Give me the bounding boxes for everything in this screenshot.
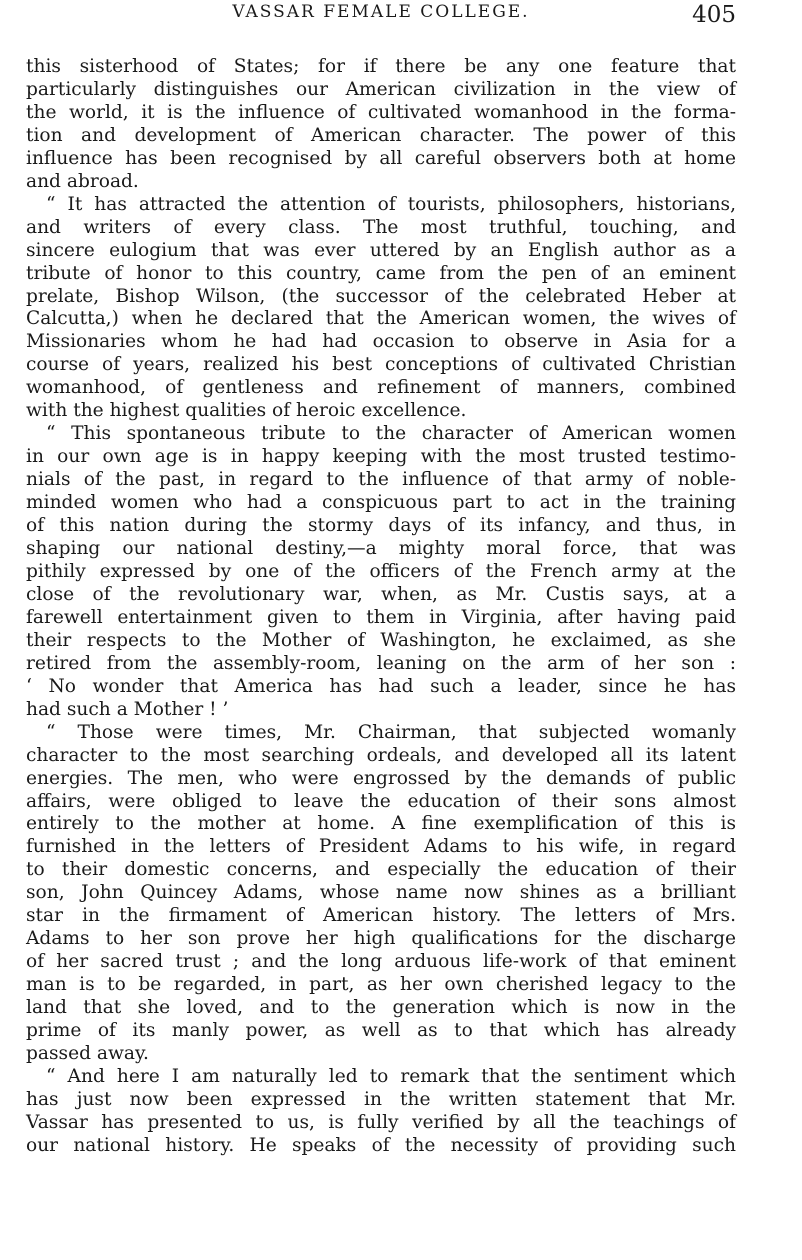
paragraph — [26, 1066, 736, 1158]
text-line: close of the revolutionary war, when, as Mr. Custis says, at a — [26, 583, 736, 605]
text-line: sincere eulogium that was ever uttered by an English author as a — [26, 239, 736, 261]
paragraph — [26, 423, 736, 721]
text-line: prelate, Bishop Wilson, (the successor of the celebrated Heber at — [26, 285, 736, 307]
text-line: womanhood, of gentleness and refinement of manners, combined — [26, 377, 736, 399]
text-line: character to the most searching ordeals, and developed all its latent — [26, 744, 736, 766]
text-line: man is to be regarded, in part, as her own cherished legacy to the — [26, 974, 736, 996]
text-line: Calcutta,) when he declared that the American women, the wives of — [26, 308, 736, 330]
text-line: of her sacred trust ; and the long arduous life-work of that eminent — [26, 951, 736, 973]
text-line: Adams to her son prove her high qualifications for the discharge — [26, 928, 736, 950]
text-line: Missionaries whom he had had occasion to observe in Asia for a — [26, 331, 736, 353]
text-line: and writers of every class. The most truthful, touching, and — [26, 216, 736, 238]
text-line: retired from the assembly-room, leaning on the arm of her son : — [26, 652, 736, 674]
paragraph — [26, 56, 736, 194]
text-line: and abroad. — [26, 170, 139, 192]
text-line: entirely to the mother at home. A fine exemplification of this is — [26, 813, 736, 835]
text-line: tribute of honor to this country, came from the pen of an eminent — [26, 262, 736, 284]
text-line: “ Those were times, Mr. Chairman, that subjected womanly — [46, 721, 736, 743]
text-line: our national history. He speaks of the necessity of providing such — [26, 1134, 736, 1156]
page-number: 405 — [692, 2, 736, 28]
text-line: shaping our national destiny,—a mighty moral force, that was — [26, 538, 736, 560]
text-line: energies. The men, who were engrossed by the demands of public — [26, 767, 736, 789]
text-line: in our own age is in happy keeping with the most trusted testimo- — [26, 446, 736, 468]
book-page — [26, 0, 736, 1158]
body-text — [26, 56, 736, 1158]
text-line: “ It has attracted the attention of tourists, philosophers, historians, — [46, 193, 736, 215]
text-line: prime of its manly power, as well as to that which has already — [26, 1020, 736, 1042]
text-line: the world, it is the influence of cultivated womanhood in the forma- — [26, 101, 736, 123]
text-line: passed away. — [26, 1042, 149, 1064]
text-line: pithily expressed by one of the officers of the French army at the — [26, 560, 736, 582]
text-line: “ And here I am naturally led to remark that the sentiment which — [46, 1065, 736, 1087]
text-line: nials of the past, in regard to the influence of that army of noble- — [26, 469, 736, 491]
text-line: furnished in the letters of President Adams to his wife, in regard — [26, 836, 736, 858]
paragraph — [26, 722, 736, 1066]
text-line: of this nation during the stormy days of its infancy, and thus, in — [26, 515, 736, 537]
text-line: farewell entertainment given to them in Virginia, after having paid — [26, 606, 736, 628]
text-line: had such a Mother ! ’ — [26, 698, 229, 720]
text-line: “ This spontaneous tribute to the character of American women — [46, 423, 736, 445]
text-line: particularly distinguishes our American civilization in the view of — [26, 78, 736, 100]
text-line: Vassar has presented to us, is fully verified by all the teachings of — [26, 1111, 736, 1133]
text-line: this sisterhood of States; for if there be any one feature that — [26, 56, 736, 77]
text-line: tion and development of American character. The power of this — [26, 124, 736, 146]
text-line: has just now been expressed in the written statement that Mr. — [26, 1088, 736, 1110]
text-line: minded women who had a conspicuous part to act in the training — [26, 492, 736, 514]
text-line: land that she loved, and to the generation which is now in the — [26, 997, 736, 1019]
paragraph — [26, 194, 736, 424]
text-line: ‘ No wonder that America has had such a leader, since he has — [26, 675, 736, 697]
text-line: with the highest qualities of heroic excellence. — [26, 400, 467, 422]
running-head — [26, 0, 736, 56]
text-line: course of years, realized his best conceptions of cultivated Christian — [26, 354, 736, 376]
text-line: influence has been recognised by all careful observers both at home — [26, 147, 736, 169]
text-line: affairs, were obliged to leave the education of their sons almost — [26, 790, 736, 812]
running-title: VASSAR FEMALE COLLEGE. — [232, 2, 530, 22]
text-line: son, John Quincey Adams, whose name now shines as a brilliant — [26, 882, 736, 904]
text-line: star in the firmament of American history. The letters of Mrs. — [26, 905, 736, 927]
text-line: their respects to the Mother of Washington, he exclaimed, as she — [26, 629, 736, 651]
text-line: to their domestic concerns, and especially the education of their — [26, 859, 736, 881]
